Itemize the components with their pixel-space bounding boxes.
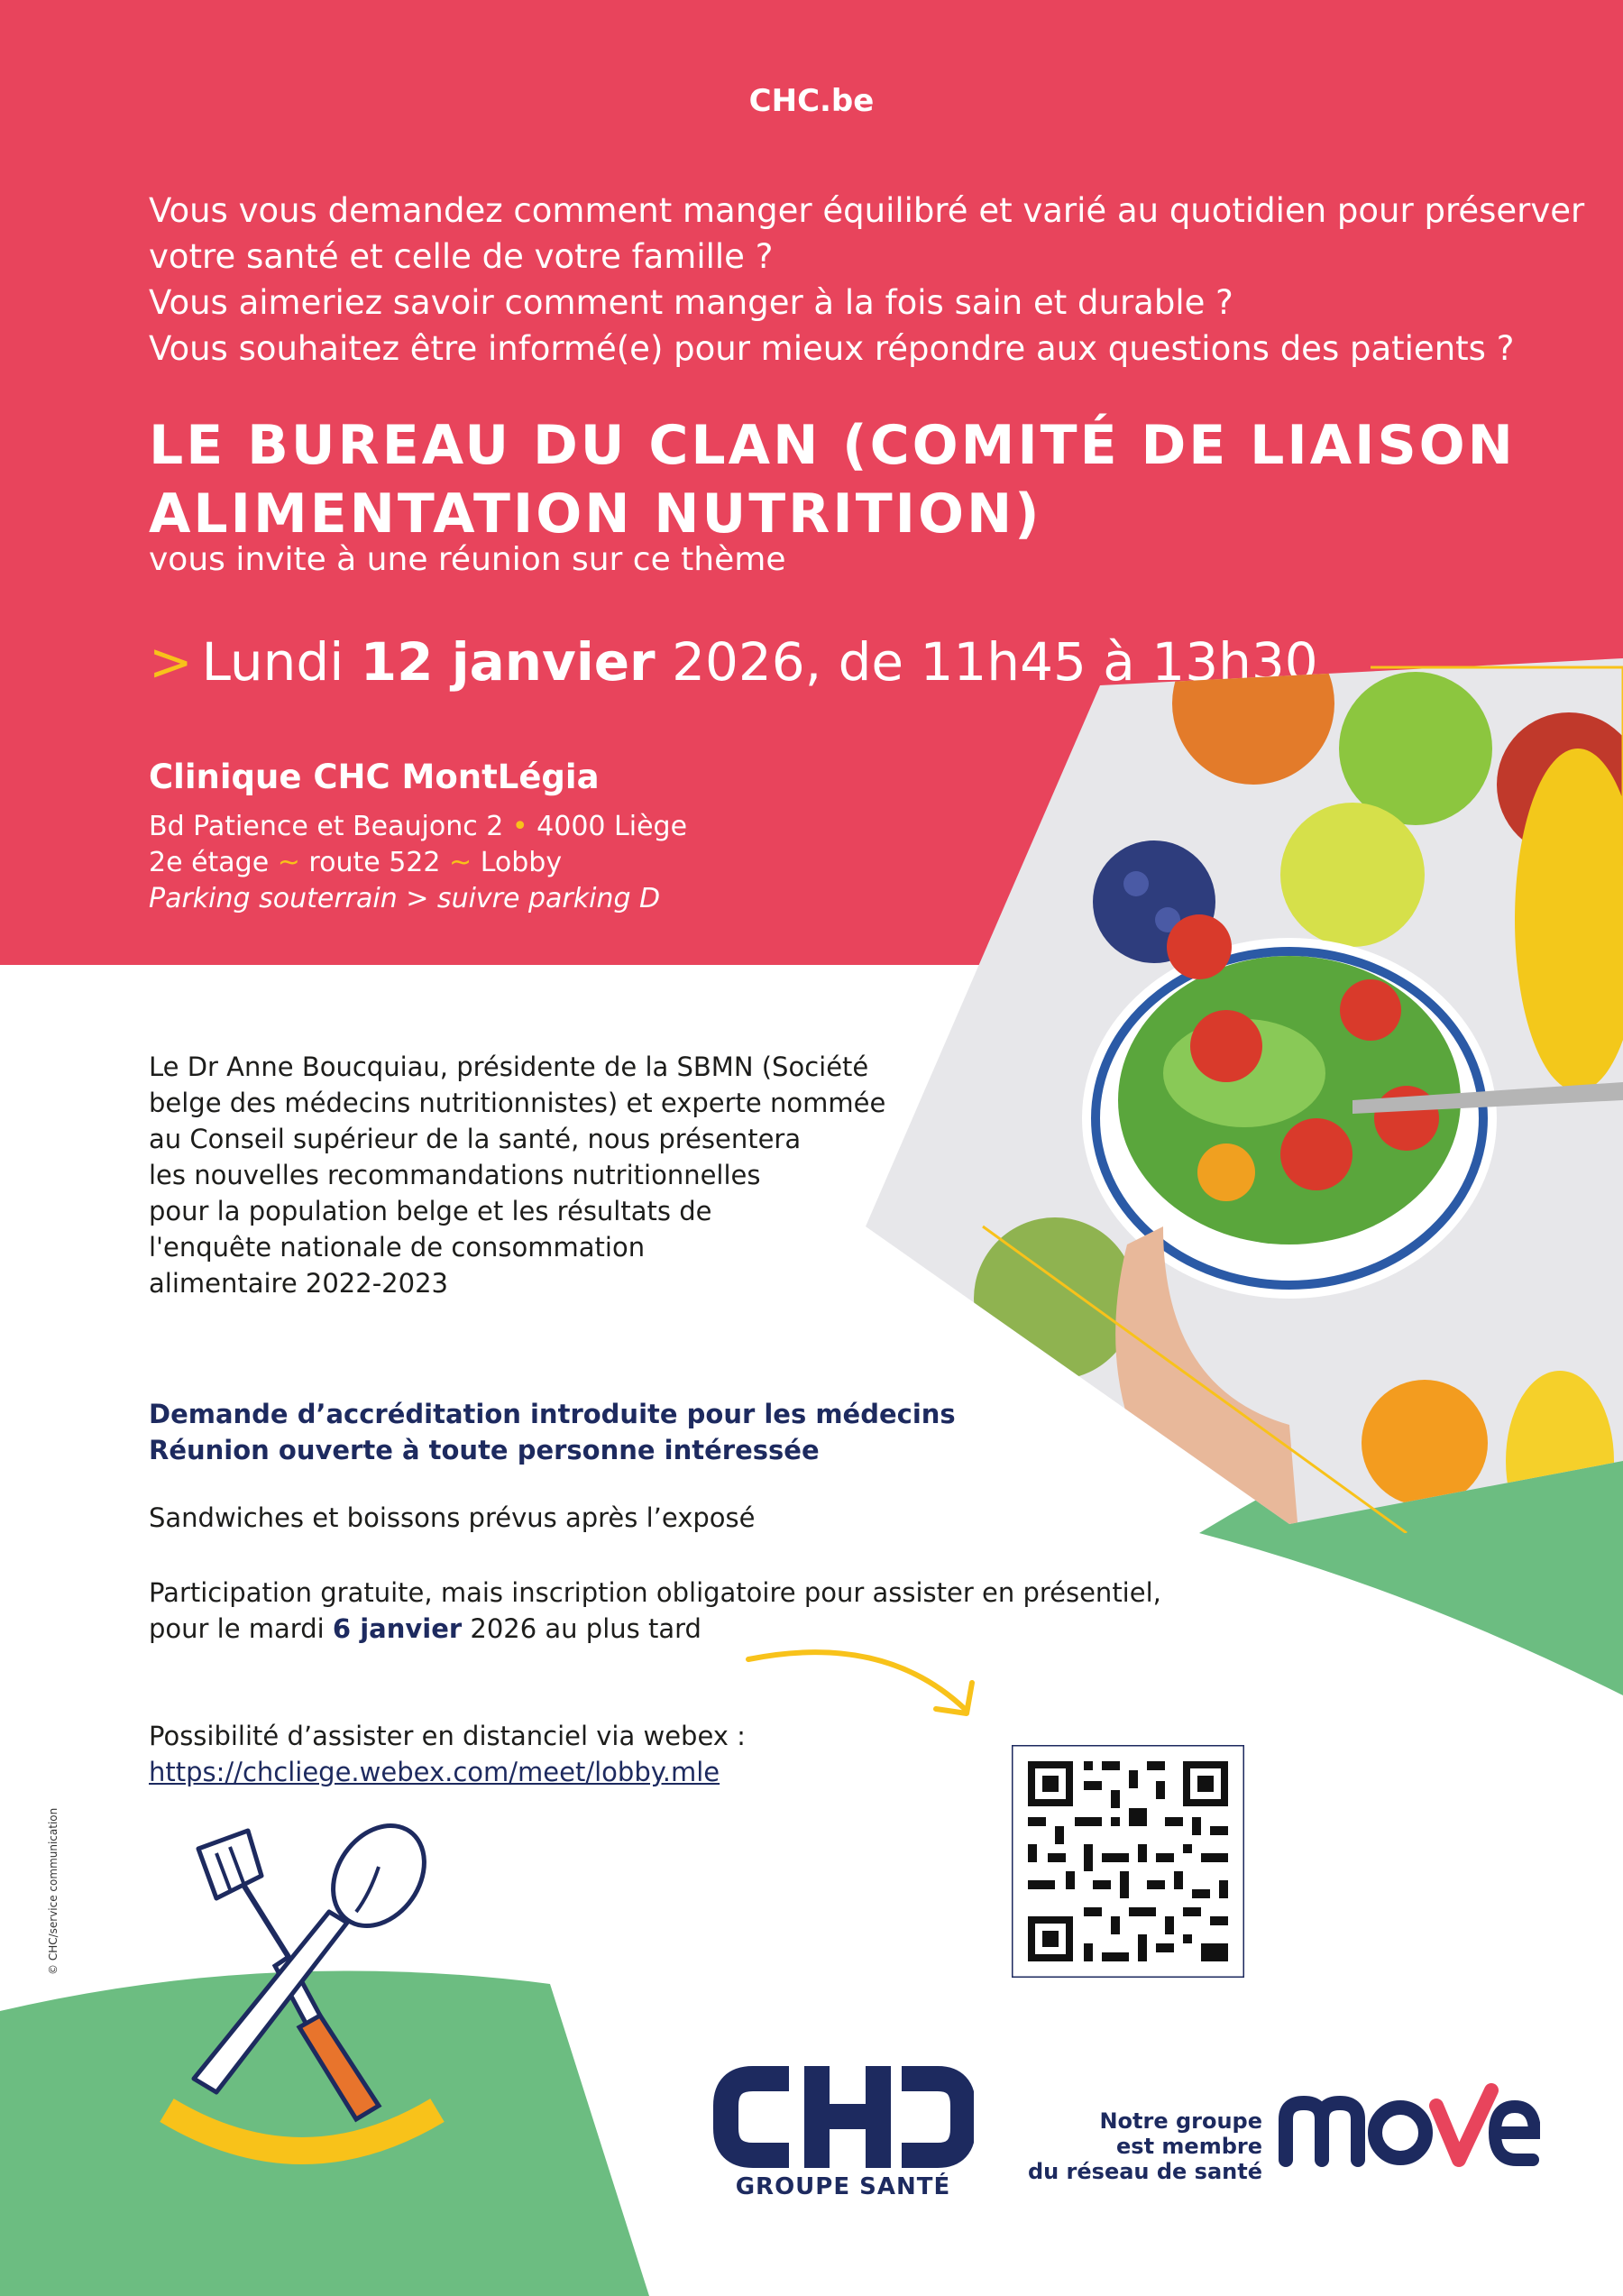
body-line: belge des médecins nutritionnistes) et experte nommée <box>149 1088 886 1118</box>
event-year-time: 2026, de 11h45 à 13h30 <box>672 631 1318 693</box>
body-line: alimentaire 2022-2023 <box>149 1268 448 1299</box>
event-day: Lundi <box>201 631 344 693</box>
food-note: Sandwiches et boissons prévus après l’exposé <box>149 1502 756 1533</box>
chc-logo <box>712 2065 974 2169</box>
headline-line-1: LE BUREAU DU CLAN (COMITÉ DE LIAISON <box>149 414 1516 477</box>
intro-line: Vous souhaitez être informé(e) pour mieux répondre aux questions des patients ? <box>149 329 1515 368</box>
venue-street: Bd Patience et Beaujonc 2 <box>149 811 504 842</box>
venue-name: Clinique CHC MontLégia <box>149 758 600 796</box>
membership-line: du réseau de santé <box>1027 2159 1262 2184</box>
intro-line: votre santé et celle de votre famille ? <box>149 237 774 276</box>
participation-line-1: Participation gratuite, mais inscription obligatoire pour assister en présentiel, <box>149 1577 1161 1608</box>
headline-line-2: ALIMENTATION NUTRITION) <box>149 482 1042 546</box>
chc-subtitle: GROUPE SANTÉ <box>735 2173 951 2200</box>
body-line: l'enquête nationale de consommation <box>149 1232 646 1263</box>
webex-link[interactable]: https://chcliege.webex.com/meet/lobby.mle <box>149 1757 720 1787</box>
intro-line: Vous aimeriez savoir comment manger à la fois sain et durable ? <box>149 283 1233 322</box>
body-line: au Conseil supérieur de la santé, nous présentera <box>149 1124 802 1154</box>
accreditation-line: Réunion ouverte à toute personne intéressée <box>149 1435 820 1465</box>
accreditation-line: Demande d’accréditation introduite pour les médecins <box>149 1399 956 1429</box>
body-line: Le Dr Anne Boucquiau, présidente de la SBMN (Société <box>149 1052 869 1082</box>
event-date-bold: 12 janvier <box>360 631 656 693</box>
accreditation-note <box>149 1396 956 1468</box>
smile-arc-icon <box>158 2092 446 2191</box>
webex-label: Possibilité d’assister en distanciel via webex : <box>149 1721 746 1751</box>
bullet-separator: • <box>511 811 528 842</box>
arrow-icon <box>739 1632 992 1731</box>
deadline-date: 6 janvier <box>332 1613 463 1644</box>
venue-parking: Parking souterrain > suivre parking D <box>149 883 661 914</box>
venue-route: route 522 <box>308 847 441 878</box>
membership-line: est membre <box>1116 2134 1262 2159</box>
headline-subline: vous invite à une réunion sur ce thème <box>149 541 786 578</box>
headline <box>149 411 1555 548</box>
move-logo <box>1279 2083 1540 2173</box>
presentation-description <box>149 1049 933 1301</box>
qr-code[interactable] <box>1012 1745 1244 1978</box>
network-membership <box>1019 2108 1262 2184</box>
participation-note <box>149 1575 1161 1647</box>
participation-pre: pour le mardi <box>149 1613 325 1644</box>
body-line: les nouvelles recommandations nutritionnelles <box>149 1160 761 1190</box>
venue-city: 4000 Liège <box>536 811 688 842</box>
venue-address <box>149 809 687 917</box>
venue-lobby: Lobby <box>480 847 563 878</box>
membership-line: Notre groupe <box>1099 2108 1262 2134</box>
tilde-separator: ~ <box>277 847 300 878</box>
tilde-separator: ~ <box>449 847 472 878</box>
intro-text <box>149 188 1585 372</box>
site-name: CHC.be <box>748 83 875 119</box>
participation-post: 2026 au plus tard <box>470 1613 701 1644</box>
intro-line: Vous vous demandez comment manger équilibré et varié au quotidien pour préserver <box>149 191 1585 230</box>
salad-bowl-photo <box>866 649 1623 1533</box>
chevron-right-icon: > <box>149 631 193 693</box>
venue-floor: 2e étage <box>149 847 270 878</box>
photo-credit: © CHC/service communication <box>47 1807 60 1975</box>
body-line: pour la population belge et les résultats de <box>149 1196 712 1226</box>
webex-section <box>149 1718 746 1790</box>
